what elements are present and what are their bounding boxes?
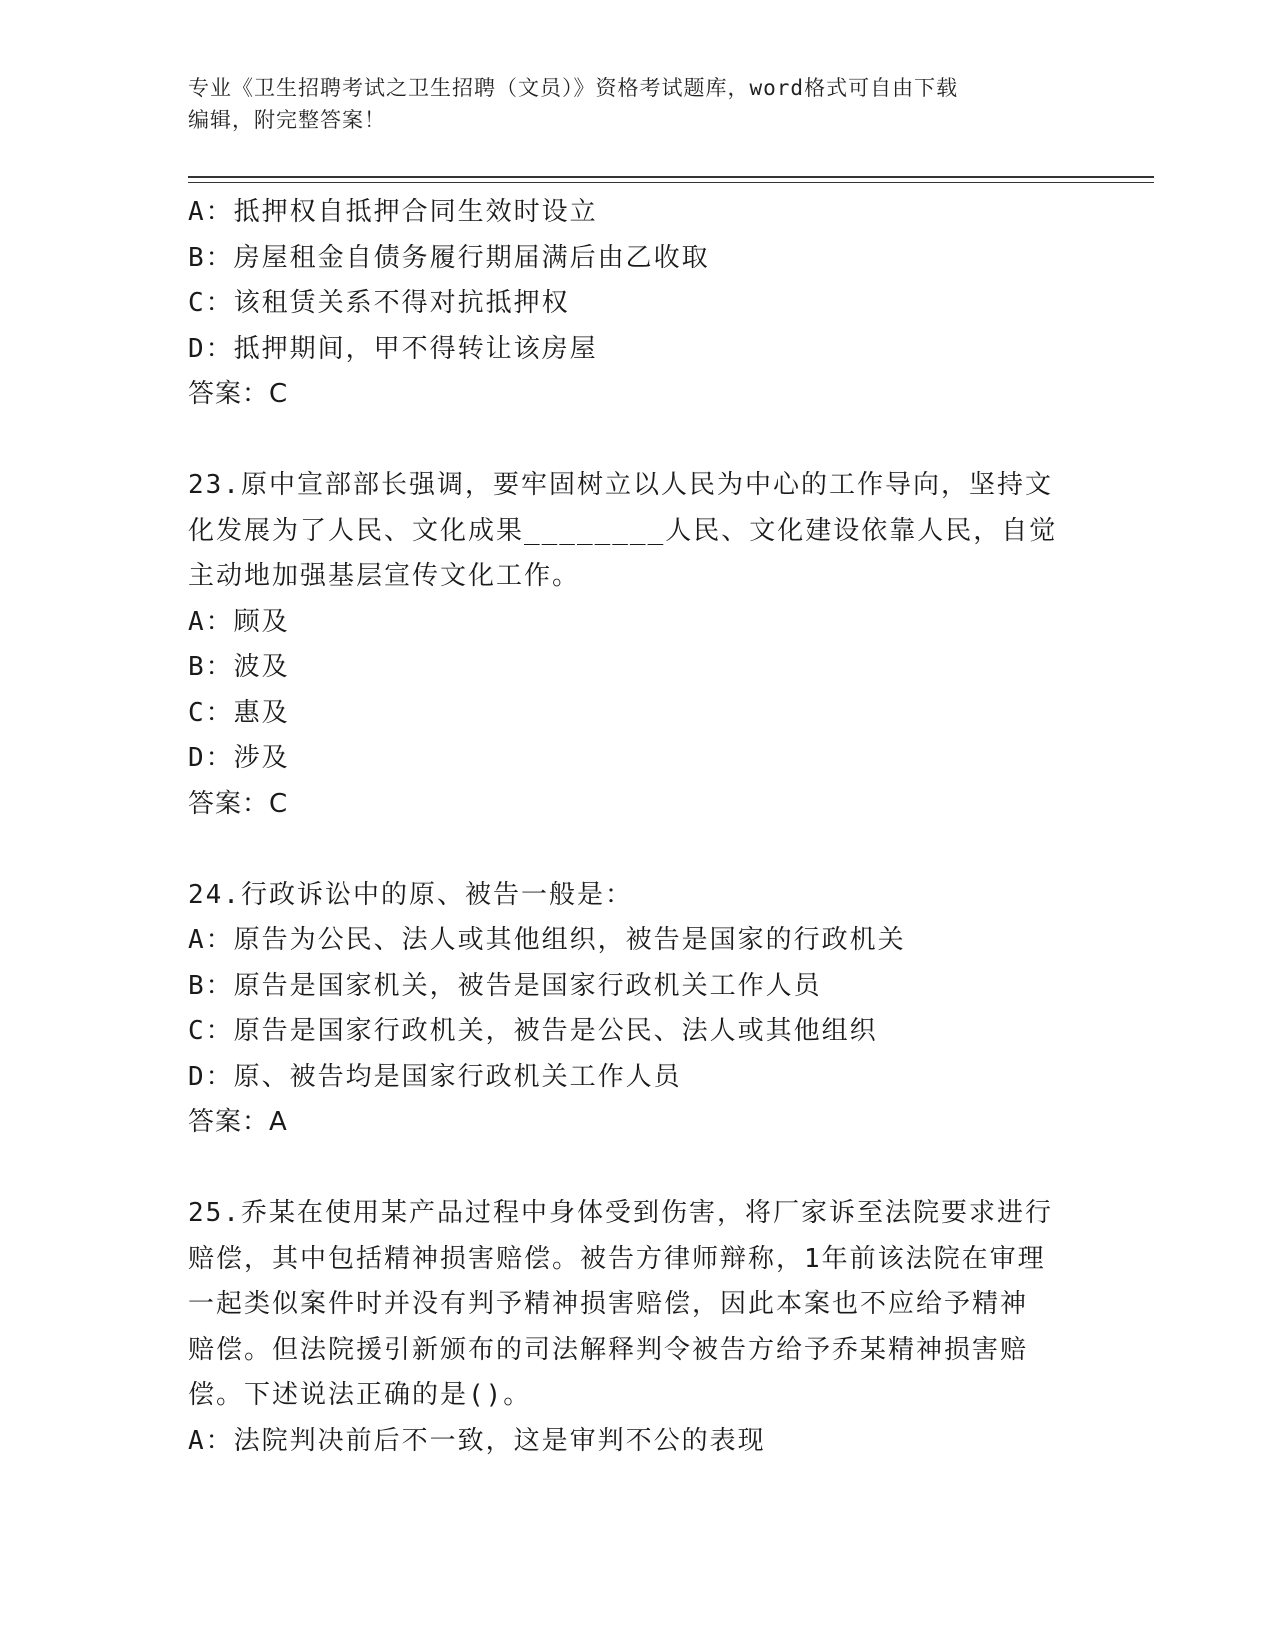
option-d: D：涉及 [188, 743, 290, 773]
option-d: D：抵押期间，甲不得转让该房屋 [188, 333, 598, 364]
question-list [188, 190, 1088, 1464]
question-stem-line: 赔偿。但法院援引新颁布的司法解释判令被告方给予乔某精神损害赔 [188, 1334, 1029, 1365]
option-a: A：原告为公民、法人或其他组织，被告是国家的行政机关 [188, 925, 906, 955]
spacer [188, 827, 1088, 873]
spacer [188, 1146, 1088, 1192]
question-stem-line: 赔偿，其中包括精神损害赔偿。被告方律师辩称，1年前该法院在审理 [188, 1243, 1046, 1274]
question-stem-line: 24.行政诉讼中的原、被告一般是： [188, 879, 633, 910]
question-stem-line: 主动地加强基层宣传文化工作。 [188, 561, 581, 591]
option-c: C：该租赁关系不得对抗抵押权 [188, 288, 570, 318]
question-22-continued [188, 190, 1088, 418]
header-line-2: 编辑，附完整答案！ [188, 108, 386, 132]
question-25 [188, 1191, 1088, 1464]
question-stem-line: 化发展为了人民、文化成果________人民、文化建设依靠人民，自觉 [188, 515, 1058, 546]
question-stem-line: 一起类似案件时并没有判予精神损害赔偿，因此本案也不应给予精神 [188, 1289, 1029, 1319]
header-divider [188, 176, 1154, 178]
option-c: C：原告是国家行政机关，被告是公民、法人或其他组织 [188, 1016, 878, 1046]
question-23 [188, 463, 1088, 827]
question-stem-line: 偿。下述说法正确的是()。 [188, 1380, 532, 1410]
option-b: B：房屋租金自债务履行期届满后由乙收取 [188, 242, 710, 273]
header-line-1: 专业《卫生招聘考试之卫生招聘（文员）》资格考试题库，word格式可自由下载 [188, 76, 959, 100]
option-a: A：抵押权自抵押合同生效时设立 [188, 197, 598, 227]
header-divider-thin [188, 182, 1154, 183]
spacer [188, 418, 1088, 464]
option-a: A：顾及 [188, 606, 290, 637]
answer-line: 答案：C [188, 379, 289, 409]
answer-line: 答案：C [188, 788, 289, 819]
question-24 [188, 873, 1088, 1146]
option-c: C：惠及 [188, 697, 290, 728]
document-header [188, 72, 1068, 136]
option-d: D：原、被告均是国家行政机关工作人员 [188, 1061, 682, 1092]
option-a: A：法院判决前后不一致，这是审判不公的表现 [188, 1425, 766, 1456]
answer-line: 答案：A [188, 1107, 288, 1137]
option-b: B：原告是国家机关，被告是国家行政机关工作人员 [188, 970, 822, 1001]
question-stem-line: 23.原中宣部部长强调，要牢固树立以人民为中心的工作导向，坚持文 [188, 470, 1053, 500]
question-stem-line: 25.乔某在使用某产品过程中身体受到伤害，将厂家诉至法院要求进行 [188, 1198, 1053, 1228]
option-b: B：波及 [188, 652, 290, 682]
